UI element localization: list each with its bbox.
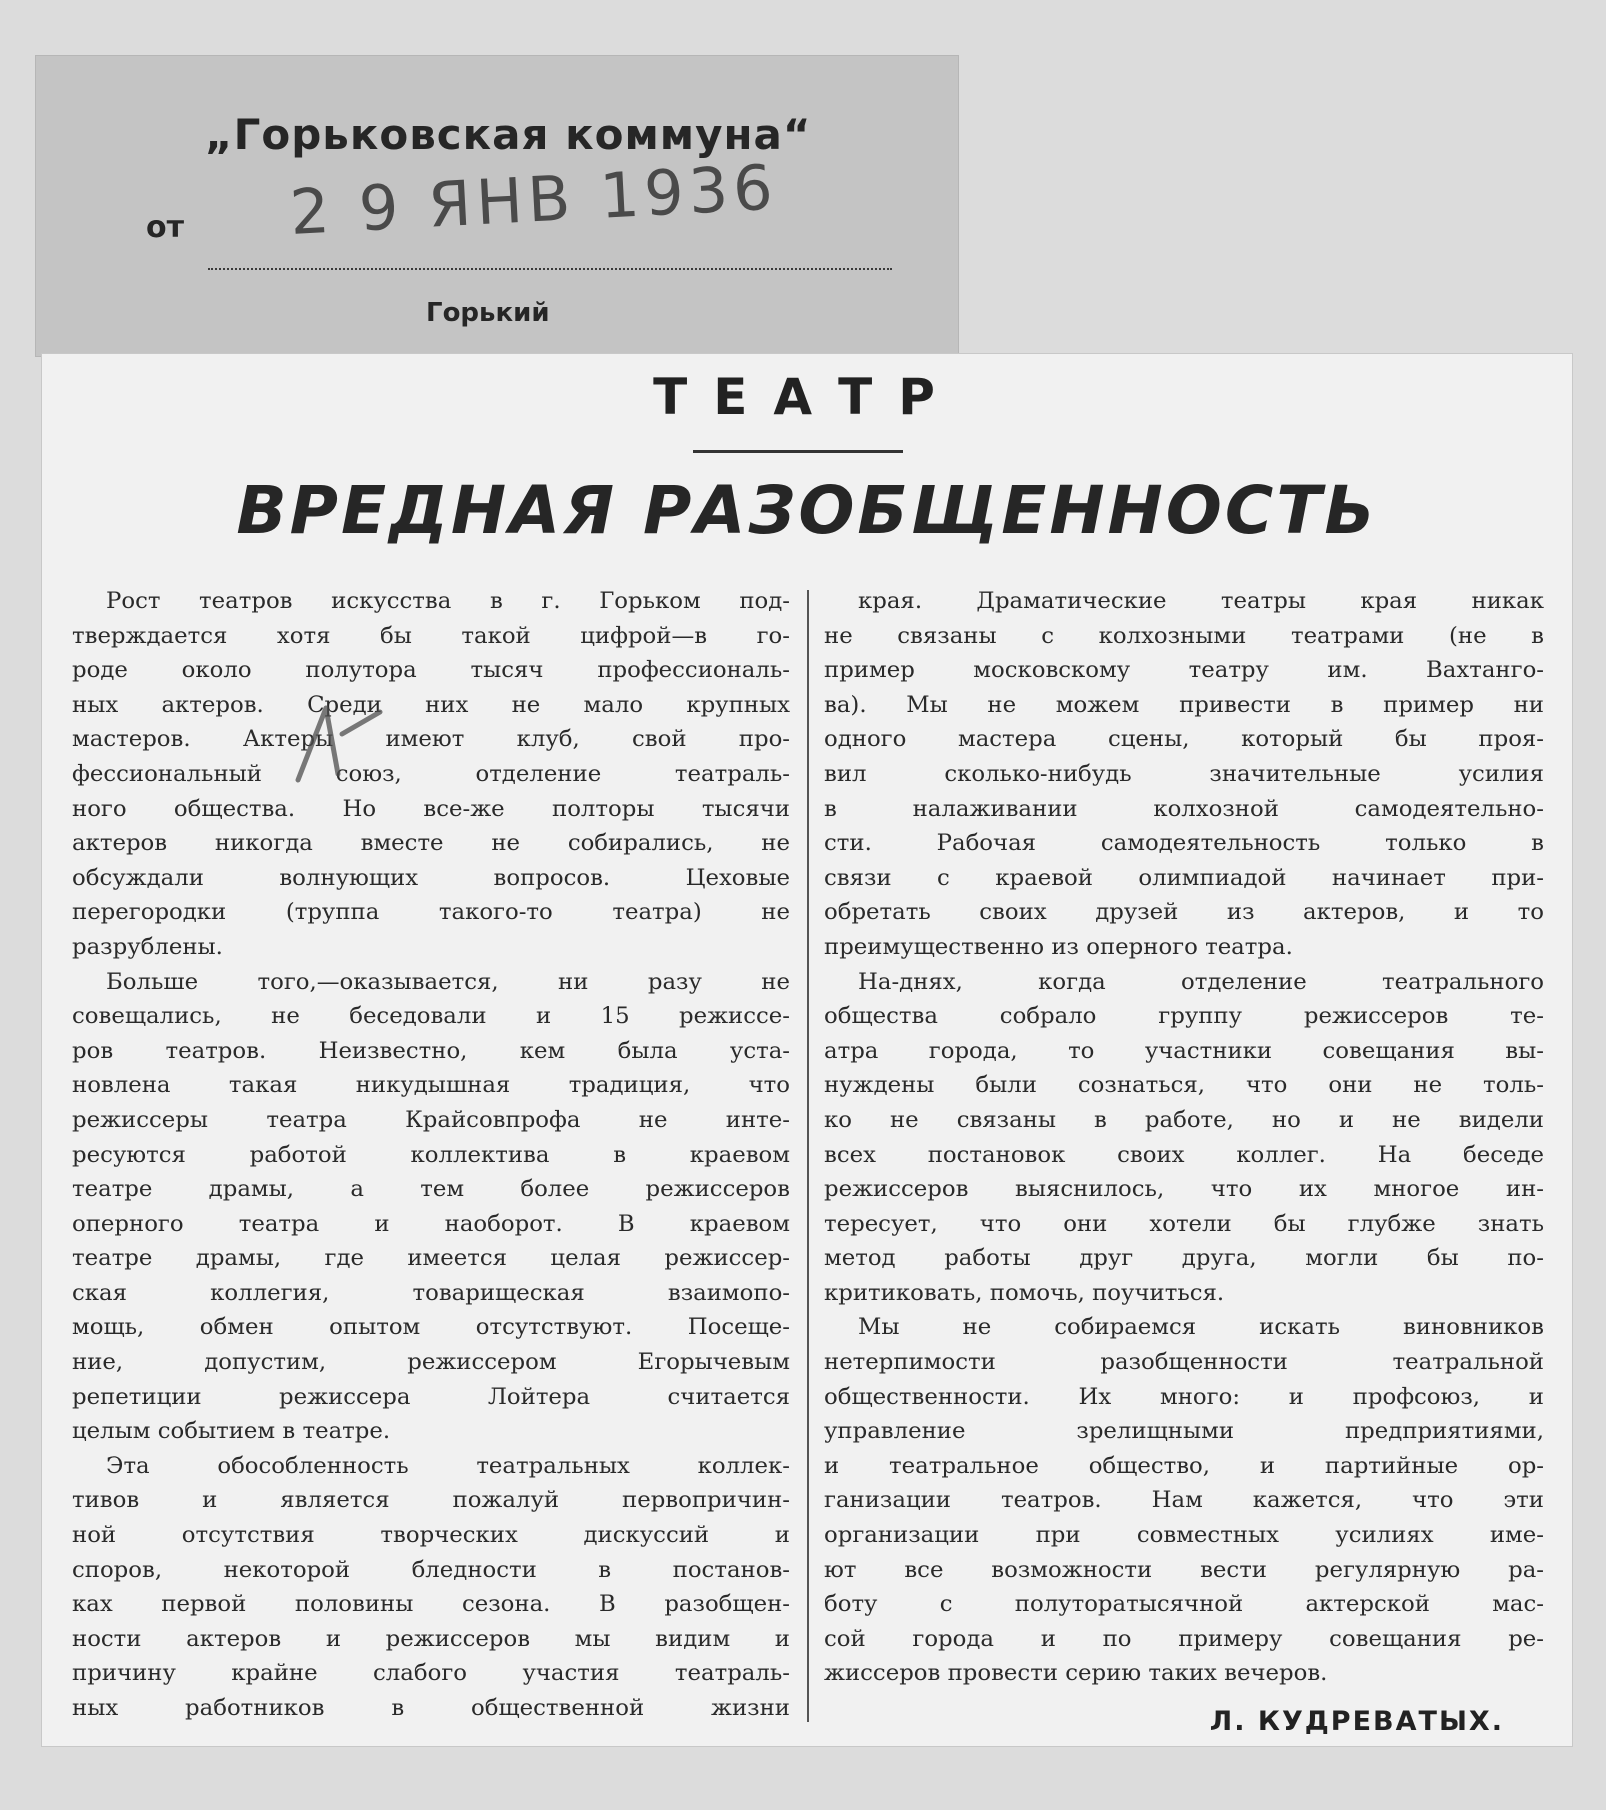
article-line: Эта обособленность театральных коллек- — [106, 1452, 790, 1479]
newspaper-name: „Горьковская коммуна“ — [205, 110, 812, 159]
article-line: ют все возможности вести регулярную ра- — [824, 1556, 1544, 1583]
article-line: сой города и по примеру совещания ре- — [824, 1625, 1544, 1652]
article-line: ко не связаны в работе, но и не видели — [824, 1106, 1544, 1133]
article-line: ных актеров. Среди них не мало крупных — [72, 691, 790, 718]
article-line: обсуждали волнующих вопросов. Цеховые — [72, 864, 790, 891]
article-line: перегородки (труппа такого-то театра) не — [72, 899, 790, 926]
article-line: ках первой половины сезона. В разобщен- — [72, 1591, 790, 1618]
article-line: критиковать, помочь, поучиться. — [824, 1279, 1225, 1306]
article-headline: ВРЕДНАЯ РАЗОБЩЕННОСТЬ — [236, 472, 1378, 549]
article-line: в налаживании колхозной самодеятельно- — [824, 795, 1544, 822]
title-rule — [693, 450, 903, 453]
article-line: организации при совместных усилиях име- — [824, 1522, 1544, 1549]
article-line: сти. Рабочая самодеятельность только в — [824, 830, 1544, 857]
article-line: режиссеров выяснилось, что их многое ин- — [824, 1176, 1544, 1203]
article-line: ская коллегия, товарищеская взаимопо- — [72, 1279, 790, 1306]
article-line: споров, некоторой бледности в постанов- — [72, 1556, 790, 1583]
date-stamp: 2 9 ЯНВ 1936 — [288, 150, 780, 249]
article-line: мастеров. Актеры имеют клуб, свой про- — [72, 726, 790, 753]
article-line: ных работников в общественной жизни — [72, 1695, 790, 1721]
article-line: Рост театров искусства в г. Горьком под- — [106, 588, 790, 614]
city-label: Горький — [426, 298, 550, 328]
article-line: не связаны с колхозными театрами (не в — [824, 622, 1544, 649]
article-line: боту с полуторатысячной актерской мас- — [824, 1591, 1544, 1618]
article-line: тересует, что они хотели бы глубже знать — [824, 1210, 1544, 1237]
article-line: вил сколько-нибудь значительные усилия — [824, 760, 1544, 787]
article-line: тверждается хотя бы такой цифрой—в го- — [72, 622, 790, 649]
article-line: театре драмы, где имеется целая режиссер- — [72, 1245, 790, 1272]
article-line: и театральное общество, и партийные ор- — [824, 1452, 1544, 1479]
article-line: жиссеров провести серию таких вечеров. — [824, 1660, 1328, 1687]
newspaper-clipping — [42, 354, 1572, 1746]
article-line: связи с краевой олимпиадой начинает при- — [824, 864, 1544, 891]
article-line: режиссеры театра Крайсовпрофа не инте- — [72, 1106, 790, 1133]
article-line: пример московскому театру им. Вахтанго- — [824, 657, 1544, 684]
article-line: обретать своих друзей из актеров, и то — [824, 899, 1544, 926]
article-line: театре драмы, а тем более режиссеров — [72, 1176, 790, 1203]
article-column-right — [824, 584, 1544, 1691]
article-line: преимущественно из оперного театра. — [824, 933, 1293, 960]
section-title: ТЕАТР — [653, 368, 961, 426]
column-divider — [807, 590, 809, 1722]
article-line: оперного театра и наоборот. В краевом — [72, 1210, 790, 1237]
article-line: На-днях, когда отделение театрального — [858, 968, 1544, 995]
article-line: управление зрелищными предприятиями, — [824, 1418, 1544, 1445]
article-line: ного общества. Но все-же полторы тысячи — [72, 795, 790, 822]
article-line: ресуются работой коллектива в краевом — [72, 1141, 790, 1168]
article-line: ности актеров и режиссеров мы видим и — [72, 1625, 790, 1652]
article-line: атра города, то участники совещания вы- — [824, 1037, 1544, 1064]
article-line: тивов и является пожалуй первопричин- — [72, 1487, 790, 1514]
article-line: Мы не собираемся искать виновников — [858, 1314, 1544, 1341]
article-line: общественности. Их много: и профсоюз, и — [824, 1383, 1544, 1410]
article-line: целым событием в театре. — [72, 1418, 391, 1445]
article-line: фессиональный союз, отделение театраль- — [72, 760, 790, 787]
article-line: нуждены были сознаться, что они не толь- — [824, 1072, 1544, 1099]
article-line: репетиции режиссера Лойтера считается — [72, 1383, 790, 1410]
article-line: ва). Мы не можем привести в пример ни — [824, 691, 1544, 718]
article-line: метод работы друг друга, могли бы по- — [824, 1245, 1544, 1272]
from-label: от — [146, 210, 184, 245]
article-line: Больше того,—оказывается, ни разу не — [106, 968, 790, 995]
article-line: совещались, не беседовали и 15 режиссе- — [72, 1003, 790, 1030]
article-line: разрублены. — [72, 933, 223, 960]
article-line: ганизации театров. Нам кажется, что эти — [824, 1487, 1544, 1514]
date-dotted-line — [208, 268, 892, 270]
article-line: нетерпимости разобщенности театральной — [824, 1349, 1544, 1376]
article-line: общества собрало группу режиссеров те- — [824, 1003, 1544, 1030]
article-line: роде около полутора тысяч профессиональ- — [72, 657, 790, 684]
article-line: всех постановок своих коллег. На беседе — [824, 1141, 1544, 1168]
pencil-mark-icon — [280, 694, 390, 794]
article-line: края. Драматические театры края никак — [858, 588, 1544, 614]
article-line: ной отсутствия творческих дискуссий и — [72, 1522, 790, 1549]
article-line: ров театров. Неизвестно, кем была уста- — [72, 1037, 790, 1064]
article-line: новлена такая никудышная традиция, что — [72, 1072, 790, 1099]
article-line: одного мастера сцены, который бы проя- — [824, 726, 1544, 753]
article-column-left — [72, 584, 790, 1726]
article-line: ние, допустим, режиссером Егорычевым — [72, 1349, 790, 1376]
article-line: мощь, обмен опытом отсутствуют. Посеще- — [72, 1314, 790, 1341]
article-line: причину крайне слабого участия театраль- — [72, 1660, 790, 1687]
article-line: актеров никогда вместе не собирались, не — [72, 830, 790, 857]
article-author: Л. КУДРЕВАТЫХ. — [1209, 1706, 1504, 1737]
